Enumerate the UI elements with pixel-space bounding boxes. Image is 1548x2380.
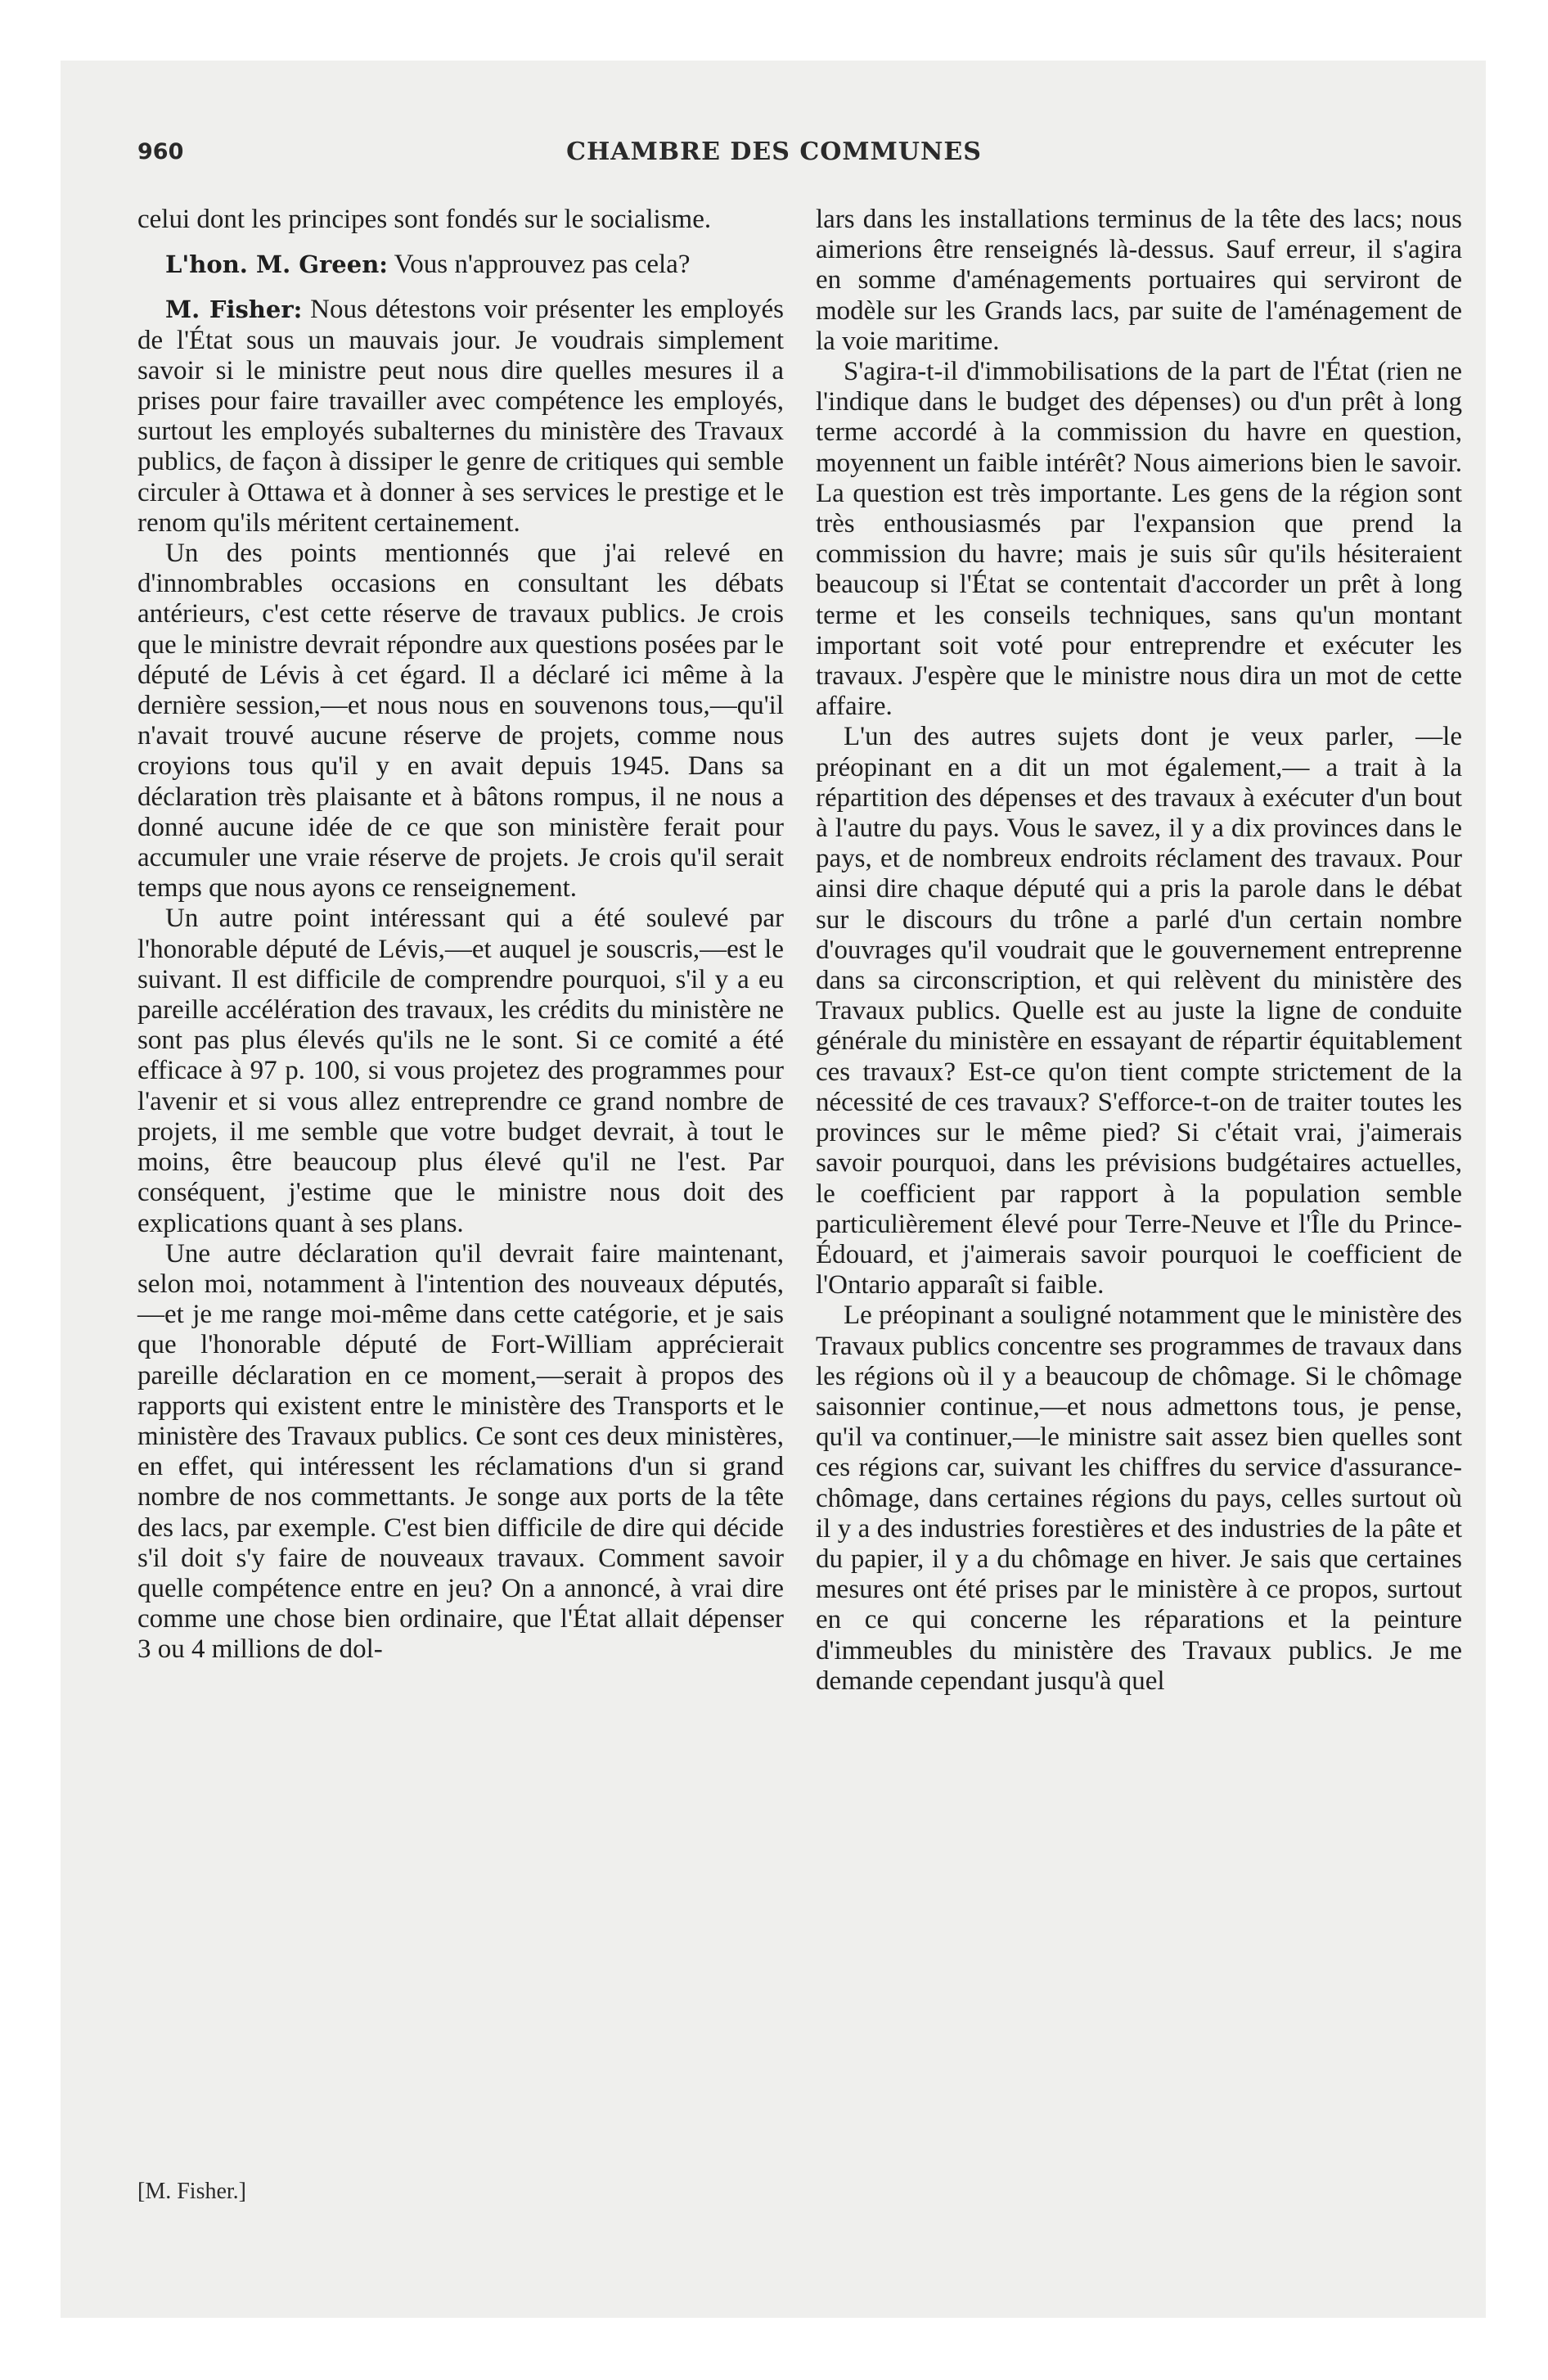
paragraph: Le préopinant a souligné notamment que le ministère des Travaux publics concentre ses programmes de travaux dans les régions où il y a beaucoup de chômage. Si le chômage saisonnier continue,—et nous admettons tous, je pense, qu'il va continuer,—le ministre sait assez bien quelles sont ces régions car, suivant les chiffres du service d'assurance-chômage, dans certaines régions du pays, celles surtout où il y a des industries forestières et des industries de la pâte et du papier, il y a du chômage en hiver. Je sais que certaines mesures ont été prises par le ministère à ce propos, surtout en ce qui concerne les réparations et la peinture d'immeubles du ministère des Travaux publics. Je me demande cependant jusqu'à quel: [816, 1300, 1462, 1696]
paragraph: lars dans les installations terminus de la tête des lacs; nous aimerions être renseignés là-dessus. Sauf erreur, il s'agira en somme d'aménagements portuaires qui serviront de modèle sur les Grands lacs, par suite de l'aménagement de la voie maritime.: [816, 205, 1462, 356]
speaker-footer-mark: [M. Fisher.]: [137, 2179, 246, 2204]
paragraph: S'agira-t-il d'immobilisations de la part de l'État (rien ne l'indique dans le budget des dépenses) ou d'un prêt à long terme accordé à la commission du havre en question, moyennent un faible intérêt? Nous aimerions bien le savoir. La question est très importante. Les gens de la région sont très enthousiasmés par l'expansion que prend la commission du havre; mais je suis sûr qu'ils hésiteraient beaucoup si l'État se contentait d'accorder un prêt à long terme et les conseils techniques, sans qu'un montant important soit voté pour entreprendre et exécuter les travaux. J'espère que le ministre nous dira un mot de cette affaire.: [816, 357, 1462, 722]
speaker-name: M. Fisher:: [165, 295, 303, 324]
speaker-name: L'hon. M. Green:: [165, 250, 389, 279]
paragraph: celui dont les principes sont fondés sur le socialisme.: [137, 205, 712, 234]
speech-text: Vous n'approuvez pas cela?: [388, 250, 691, 280]
paragraph: Un des points mentionnés que j'ai relevé en d'innombrables occasions en consultant les débats antérieurs, c'est cette réserve de travaux publics. Je crois que le ministre devrait répondre aux questions posées par le député de Lévis à cet égard. Il a déclaré ici même à la dernière session,—et nous nous en souvenons tous,—qu'il n'avait trouvé aucune réserve de projets, comme nous croyions tous qu'il y en avait depuis 1945. Dans sa déclaration très plaisante et à bâtons rompus, il ne nous a donné aucune idée de ce que son ministère ferait pour accumuler une vraie réserve de projets. Je crois qu'il serait temps que nous ayons ce renseignement.: [137, 539, 784, 904]
speech-text: Nous détestons voir présenter les employés de l'État sous un mauvais jour. Je voudrais simplement savoir si le ministre peut nous dire quelles mesures il a prises pour faire travailler avec compétence les employés, surtout les employés subalternes du ministère des Travaux publics, de façon à dissiper le genre de critiques qui semble circuler à Ottawa et à donner à ses services le prestige et le renom qu'ils méritent certainement.: [137, 295, 784, 538]
right-column: [816, 205, 1462, 1697]
paragraph: Un autre point intéressant qui a été soulevé par l'honorable député de Lévis,—et auquel je souscris,—est le suivant. Il est difficile de comprendre pourquoi, s'il y a eu pareille accélération des travaux, les crédits du ministère ne sont pas plus élevés qu'ils ne le sont. Si ce comité a été efficace à 97 p. 100, si vous projetez des programmes pour l'avenir et si vous allez entreprendre ce grand nombre de projets, il me semble que votre budget devrait, à tout le moins, être beaucoup plus élevé qu'il ne l'est. Par conséquent, j'estime que le ministre nous doit des explications quant à ses plans.: [137, 904, 784, 1238]
page-number: 960: [137, 139, 184, 165]
paragraph: [137, 250, 784, 280]
paragraph: L'un des autres sujets dont je veux parler, —le préopinant en a dit un mot également,— a trait à la répartition des dépenses et des travaux à exécuter d'un bout à l'autre du pays. Vous le savez, il y a dix provinces dans le pays, et de nombreux endroits réclament des travaux. Pour ainsi dire chaque député qui a pris la parole dans le débat sur le discours du trône a parlé d'un certain nombre d'ouvrages qu'il voudrait que le gouvernement entreprenne dans sa circonscription, et qui relèvent du ministère des Travaux publics. Quelle est au juste la ligne de conduite générale du ministère en essayant de répartir équitablement ces travaux? Est-ce qu'on tient compte strictement de la nécessité de ces travaux? S'efforce-t-on de traiter toutes les provinces sur le même pied? Si c'était vrai, j'aimerais savoir pourquoi, dans les prévisions budgétaires actuelles, le coefficient par rapport à la population semble particulièrement élevé pour Terre-Neuve et l'Île du Prince-Édouard, et j'aimerais savoir pourquoi le coefficient de l'Ontario apparaît si faible.: [816, 722, 1462, 1300]
paragraph: [137, 295, 784, 539]
paragraph: Une autre déclaration qu'il devrait faire maintenant, selon moi, notamment à l'intention des nouveaux députés,—et je me range moi-même dans cette catégorie, et je sais que l'honorable député de Fort-William apprécierait pareille déclaration en ce moment,—serait à propos des rapports qui existent entre le ministère des Transports et le ministère des Travaux publics. Ce sont ces deux ministères, en effet, qui intéressent les réclamations d'un si grand nombre de nos commettants. Je songe aux ports de la tête des lacs, par exemple. C'est bien difficile de dire qui décide s'il doit s'y faire de nouveaux travaux. Comment savoir quelle compétence entre en jeu? On a annoncé, à vrai dire comme une chose bien ordinaire, que l'État allait dépenser 3 ou 4 millions de dol-: [137, 1238, 784, 1665]
left-column: [137, 205, 784, 1666]
running-head: CHAMBRE DES COMMUNES: [566, 137, 982, 166]
